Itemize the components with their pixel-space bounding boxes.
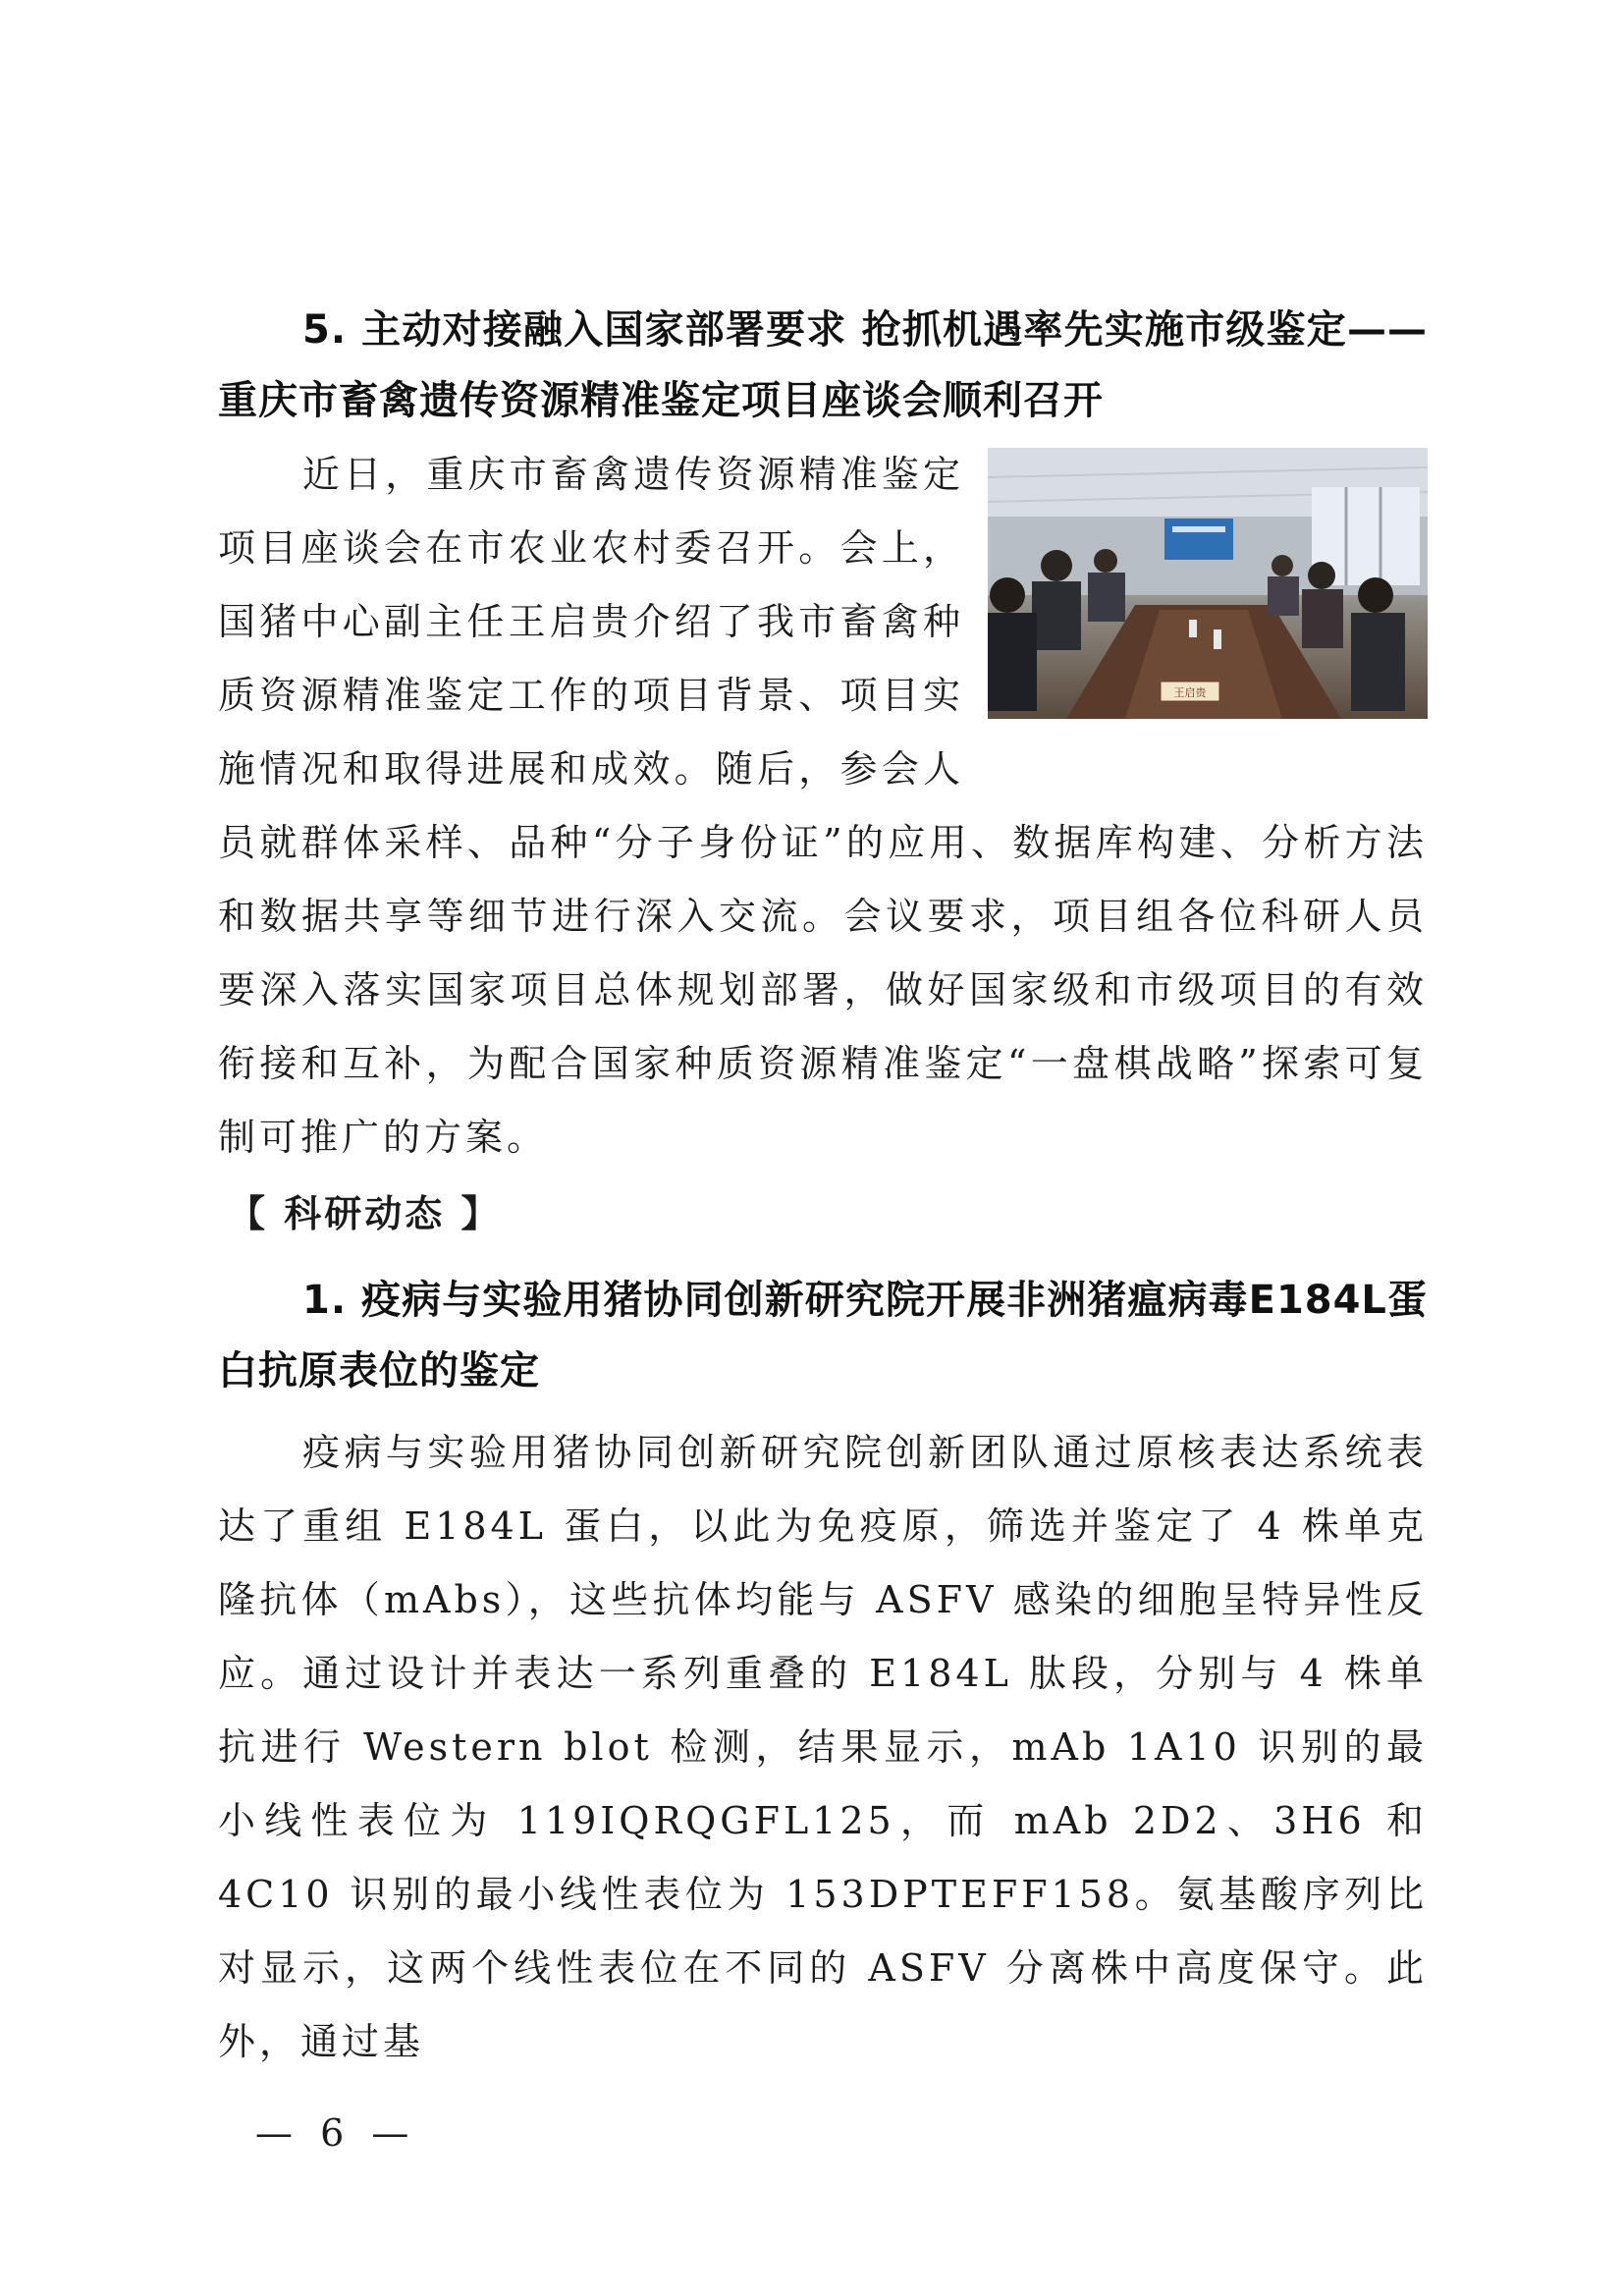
page-number: — 6 — <box>255 2111 417 2155</box>
page-content <box>218 295 1428 2079</box>
article-1-body: 疫病与实验用猪协同创新研究院创新团队通过原核表达系统表达了重组 E184L 蛋白，以此为免疫原，筛选并鉴定了 4 株单克隆抗体（mAbs），这些抗体均能与 ASFV 感染的细胞呈特异性反应。通过设计并表达一系列重叠的 E184L 肽段，分别与 4 株单抗进行 Western blot 检测，结果显示，mAb 1A10 识别的最小线性表位为 119IQRQGFL125，而 mAb 2D2、3H6 和 4C10 识别的最小线性表位为 153DPTEFF158。氨基酸序列比对显示，这两个线性表位在不同的 ASFV 分离株中高度保守。此外，通过基 <box>218 1431 1428 2063</box>
article-5-body: 近日，重庆市畜禽遗传资源精准鉴定项目座谈会在市农业农村委召开。会上，国猪中心副主任王启贵介绍了我市畜禽种质资源精准鉴定工作的项目背景、项目实施情况和取得进展和成效。随后，参会人员就群体采样、品种“分子身份证”的应用、数据库构建、分析方法和数据共享等细节进行深入交流。会议要求，项目组各位科研人员要深入落实国家项目总体规划部署，做好国家级和市级项目的有效衔接和互补，为配合国家种质资源精准鉴定“一盘棋战略”探索可复制可推广的方案。 <box>218 453 1428 1159</box>
meeting-photo-illustration <box>988 448 1428 719</box>
nameplate-text: 王启贵 <box>1173 686 1207 699</box>
section-research-news-label: 【 科研动态 】 <box>228 1192 502 1235</box>
article-1-title: 1. 疫病与实验用猪协同创新研究院开展非洲猪瘟病毒E184L蛋白抗原表位的鉴定 <box>218 1278 1428 1394</box>
meeting-photo <box>988 448 1428 719</box>
article-5-title: 5. 主动对接融入国家部署要求 抢抓机遇率先实施市级鉴定——重庆市畜禽遗传资源精准鉴定项目座谈会顺利召开 <box>218 307 1428 423</box>
